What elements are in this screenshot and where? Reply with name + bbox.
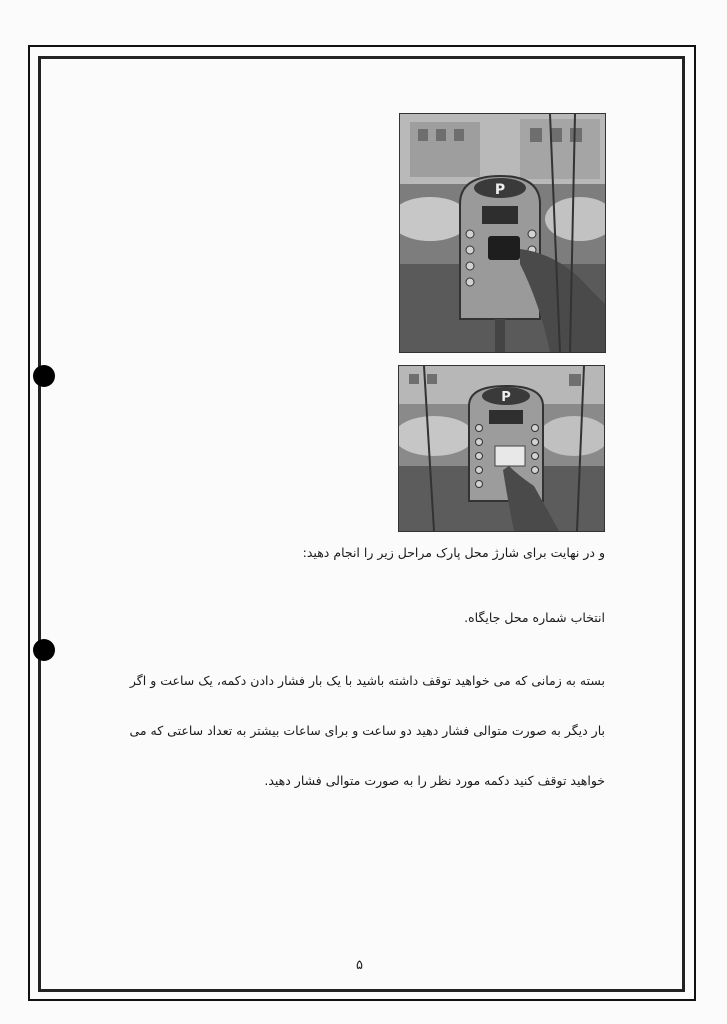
page-number: ۵ [356, 958, 363, 973]
paragraph-line: بسته به زمانی که می خواهید توقف داشته باشید با یک بار فشار دادن دکمه، یک ساعت و اگر [129, 673, 605, 688]
meter-sign-letter: P [494, 182, 506, 198]
intro-line: و در نهایت برای شارژ محل پارک مراحل زیر را انجام دهید: [302, 545, 605, 560]
step-line: انتخاب شماره محل جایگاه. [464, 610, 605, 625]
parking-meter-photo-bottom [398, 365, 605, 532]
parking-meter-photo-top [399, 113, 606, 353]
punch-hole-top [33, 365, 55, 387]
punch-hole-bottom [33, 639, 55, 661]
paragraph-line: خواهید توقف کنید دکمه مورد نظر را به صورت متوالی فشار دهید. [264, 773, 605, 788]
meter-sign-letter: P [501, 390, 511, 405]
paragraph-line: بار دیگر به صورت متوالی فشار دهید دو ساعت و برای ساعات بیشتر به تعداد ساعتی که می [129, 723, 605, 738]
